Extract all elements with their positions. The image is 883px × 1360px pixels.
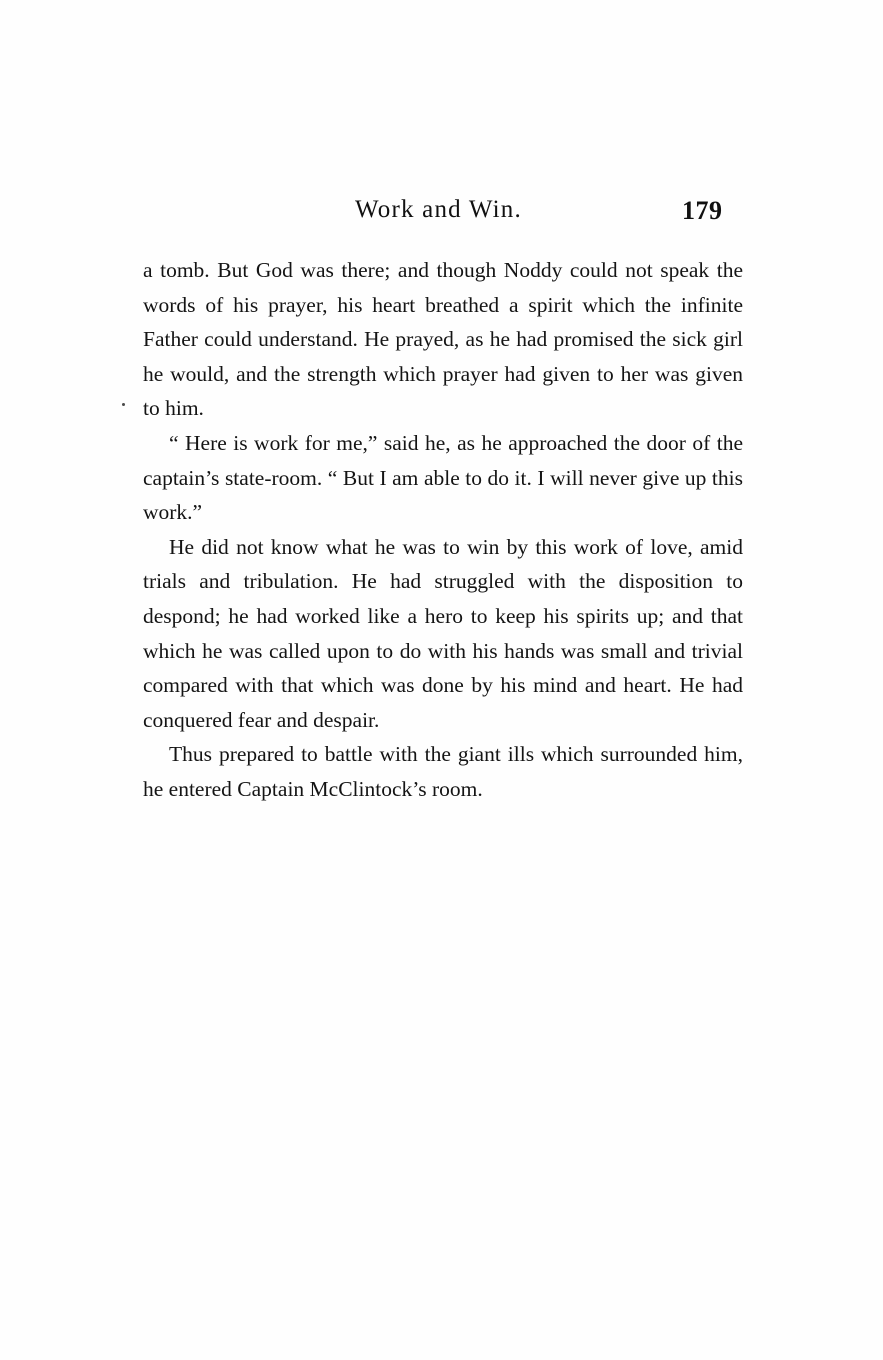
margin-dot-mark	[122, 403, 125, 406]
page-header	[143, 196, 743, 236]
paragraph: a tomb. But God was there; and though Noddy could not speak the words of his prayer, his heart breathed a spirit which the infinite Father could understand. He prayed, as he had promised the sick girl he would, and the strength which prayer had given to her was given to him.	[143, 258, 743, 421]
page-number: 179	[682, 196, 723, 225]
paragraph: Thus prepared to battle with the giant ills which surrounded him, he entered Captain McClintock’s room.	[143, 742, 743, 801]
paragraph: “ Here is work for me,” said he, as he approached the door of the captain’s state-room. “ But I am able to do it. I will never give up this work.”	[143, 430, 743, 525]
page-body	[143, 253, 743, 807]
running-title: Work and Win.	[355, 196, 522, 223]
paragraph: He did not know what he was to win by this work of love, amid trials and tribulation. He had struggled with the disposition to despond; he had worked like a hero to keep his spirits up; and that which he was called upon to do with his hands was small and trivial compared with that which was done by his mind and heart. He had conquered fear and despair.	[143, 534, 743, 732]
